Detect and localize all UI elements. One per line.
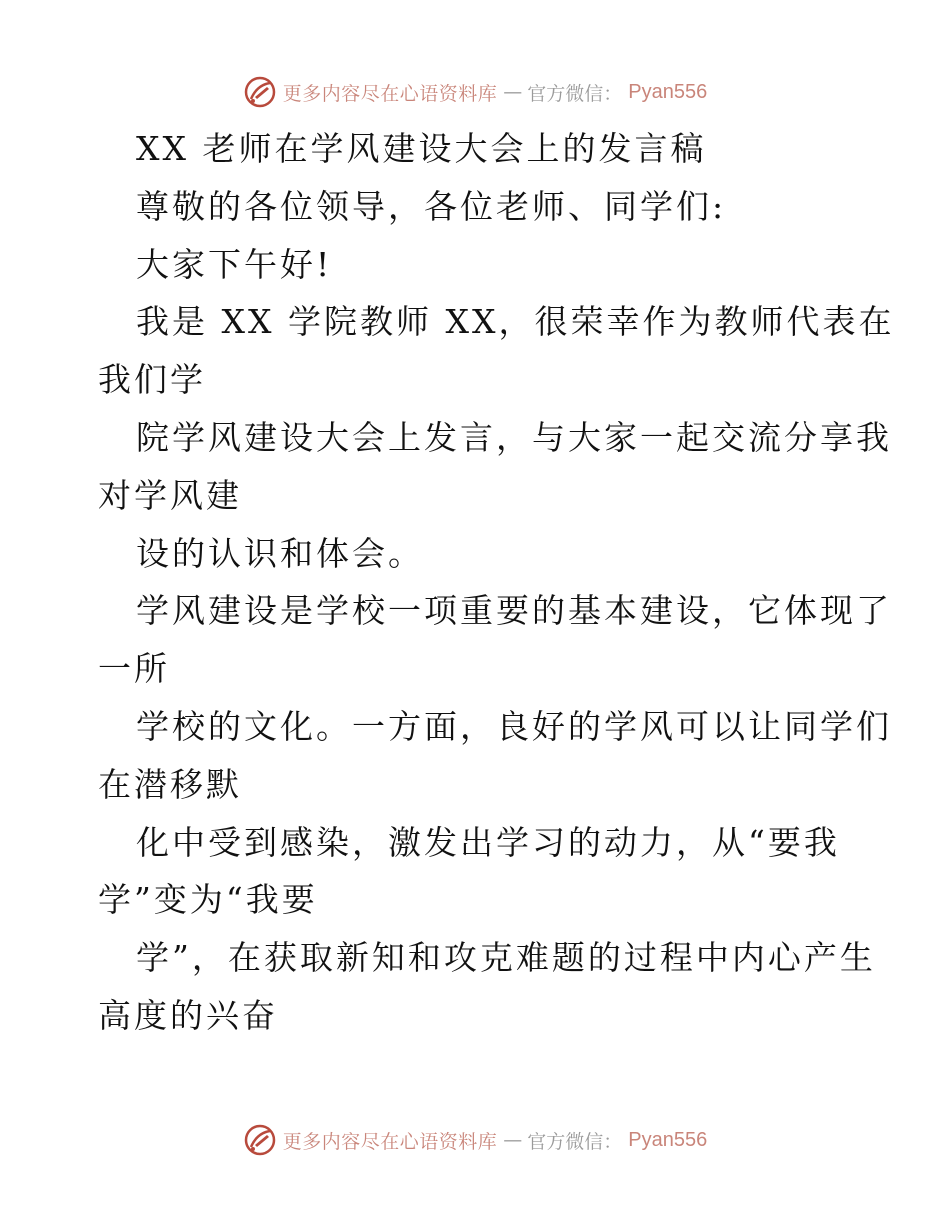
paragraph-line: 学”，在获取新知和攻克难题的过程中内心产生 (136, 938, 876, 978)
paragraph-line: 学风建设是学校一项重要的基本建设，它体现了 (136, 591, 892, 631)
banner-wechat-id: Pyan556 (628, 1128, 708, 1151)
banner-wechat-label: 官方微信： (527, 1130, 623, 1153)
document-body (98, 120, 895, 1045)
paragraph-line: 在潜移默 (98, 764, 242, 804)
paragraph-line: 我是 XX 学院教师 XX，很荣幸作为教师代表在 (136, 302, 895, 342)
greeting: 大家下午好! (136, 244, 333, 284)
document-title: XX 老师在学风建设大会上的发言稿 (136, 129, 707, 168)
banner-dash: — (503, 1129, 522, 1151)
banner-wechat-id: Pyan556 (628, 80, 708, 103)
banner-text: 更多内容尽在心语资料库 (282, 1130, 498, 1153)
paragraph-line: 对学风建 (98, 475, 242, 515)
paragraph-line: 一所 (98, 649, 170, 689)
paragraph-line: 化中受到感染，激发出学习的动力，从“要我 (136, 822, 840, 862)
paragraph-line: 学”变为“我要 (98, 880, 318, 920)
paragraph-line: 高度的兴奋 (98, 995, 278, 1035)
banner-wechat-label: 官方微信： (527, 82, 623, 105)
paragraph-line: 学校的文化。一方面，良好的学风可以让同学们 (136, 706, 892, 746)
footer-banner (0, 1120, 950, 1160)
banner-text: 更多内容尽在心语资料库 (282, 82, 498, 105)
paragraph-line: 院学风建设大会上发言，与大家一起交流分享我 (136, 417, 892, 457)
paragraph-line: 设的认识和体会。 (136, 533, 424, 573)
pen-logo-icon (243, 1123, 277, 1157)
pen-logo-icon (243, 75, 277, 109)
header-banner (0, 72, 950, 112)
paragraph-line: 我们学 (98, 360, 206, 400)
salutation: 尊敬的各位领导，各位老师、同学们: (136, 186, 727, 226)
banner-dash: — (503, 81, 522, 103)
